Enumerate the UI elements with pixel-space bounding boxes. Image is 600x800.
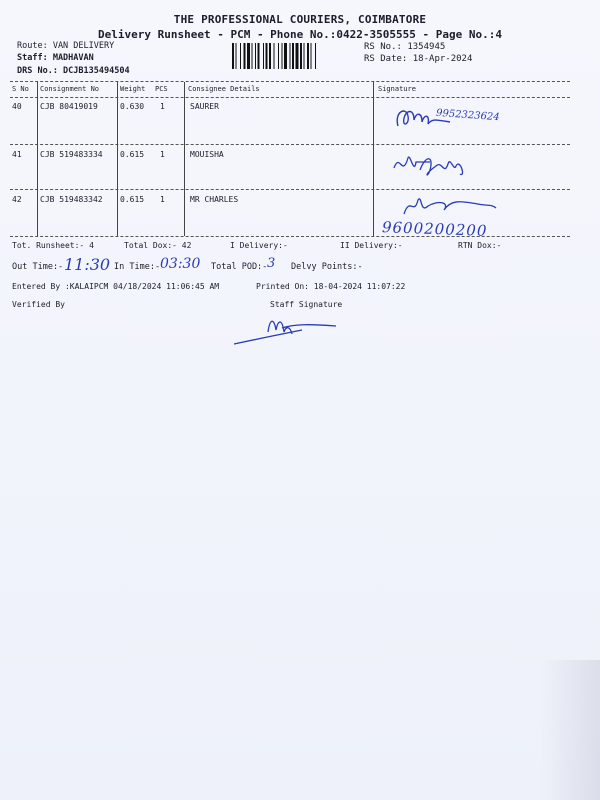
company-name: THE PROFESSIONAL COURIERS, COIMBATORE (173, 13, 427, 26)
barcode (232, 43, 354, 69)
row-pcs: 1 (160, 150, 165, 159)
row-sno: 40 (12, 102, 22, 111)
drs-number: DRS No.: DCJB135494504 (17, 66, 130, 76)
column-divider (117, 82, 118, 236)
row-consignment: CJB 80419019 (40, 102, 98, 111)
col-header-consignment: Consignment No (40, 85, 100, 93)
column-divider (37, 82, 38, 236)
row-consignee: MR CHARLES (190, 195, 239, 204)
rs-number: RS No.: 1354945 (364, 42, 446, 52)
recipient-signature-3 (398, 192, 498, 218)
row-divider (10, 189, 570, 190)
staff-signature-label: Staff Signature (270, 300, 343, 309)
recipient-signature-2 (390, 148, 470, 184)
first-delivery: I Delivery:- (230, 241, 288, 250)
row-weight: 0.615 (120, 195, 145, 204)
out-time-label: Out Time:- (12, 262, 64, 272)
col-header-weight: Weight (120, 85, 146, 93)
row-consignment: CJB 519483342 (40, 195, 103, 204)
column-divider (373, 82, 374, 236)
col-header-pcs: PCS (155, 85, 168, 93)
route-label: Route: VAN DELIVERY (17, 41, 115, 51)
out-time-value: 11:30 (64, 255, 111, 274)
runsheet-title: Delivery Runsheet - PCM - Phone No.:0422-3505555 - Page No.:4 (98, 28, 502, 41)
second-delivery: II Delivery:- (340, 241, 403, 250)
delvy-points-label: Delvy Points:- (291, 262, 363, 272)
staff-signature (232, 312, 342, 348)
row-consignee: SAURER (190, 102, 219, 111)
row-pcs: 1 (160, 195, 165, 204)
paper-shadow (540, 660, 600, 800)
row-consignment: CJB 519483334 (40, 150, 103, 159)
recipient-phone-1: 9952323624 (435, 107, 500, 124)
total-runsheet: Tot. Runsheet:- 4 (12, 241, 94, 250)
col-header-consignee: Consignee Details (188, 85, 260, 93)
total-dox: Total Dox:- 42 (124, 241, 192, 250)
printed-on: Printed On: 18-04-2024 11:07:22 (256, 282, 406, 291)
row-pcs: 1 (160, 102, 165, 111)
in-time-value: 03:30 (160, 256, 201, 272)
row-sno: 42 (12, 195, 22, 204)
row-weight: 0.630 (120, 102, 145, 111)
table-header-rule (10, 97, 570, 98)
table-top-rule (10, 81, 570, 82)
total-pod-label: Total POD:- (211, 262, 268, 272)
rs-date: RS Date: 18-Apr-2024 (364, 54, 473, 64)
row-divider (10, 144, 570, 145)
col-header-sno: S No (12, 85, 29, 93)
staff-label: Staff: MADHAVAN (17, 53, 94, 63)
entered-by: Entered By :KALAIPCM 04/18/2024 11:06:45 AM (12, 282, 220, 291)
rtn-dox: RTN Dox:- (458, 241, 502, 250)
column-divider (184, 82, 185, 236)
verified-by-label: Verified By (12, 300, 65, 309)
col-header-signature: Signature (378, 85, 416, 93)
recipient-phone-3: 9600200200 (381, 218, 488, 240)
row-consignee: MOUISHA (190, 150, 224, 159)
row-weight: 0.615 (120, 150, 145, 159)
total-pod-value: 3 (267, 256, 276, 271)
in-time-label: In Time:- (114, 262, 161, 272)
row-sno: 41 (12, 150, 22, 159)
